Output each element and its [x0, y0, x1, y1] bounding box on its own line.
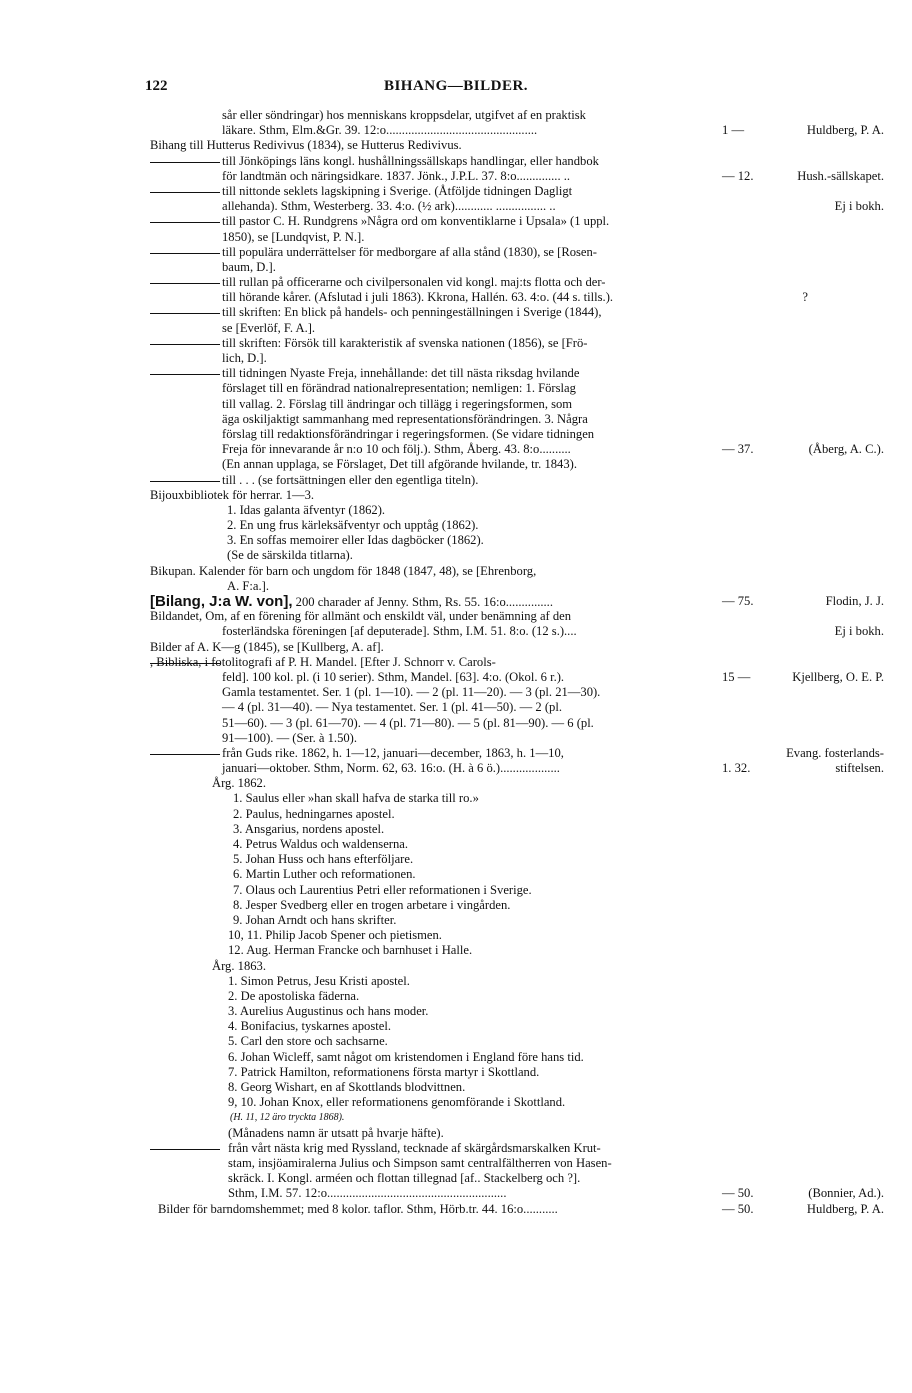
- entry-text: baum, D.].: [222, 259, 276, 274]
- entry-text: Sthm, I.M. 57. 12:o.........................................................: [228, 1186, 507, 1201]
- entry-text: se [Everlöf, F. A.].: [222, 320, 316, 335]
- entry-text: skräck. I. Kongl. arméen och flottan tillegnad [af.. Stackelberg och ?].: [228, 1171, 581, 1186]
- catalog-line: [0, 488, 912, 503]
- catalog-line: [0, 1080, 912, 1095]
- entry-text: Bihang till Hutterus Redivivus (1834), se Hutterus Redivivus.: [150, 138, 462, 153]
- entry-text: Bilder af A. K—g (1845), se [Kullberg, A. af].: [150, 639, 384, 654]
- catalog-line: [0, 974, 912, 989]
- catalog-line: [0, 457, 912, 472]
- entry-publisher: (Bonnier, Ad.).: [808, 1186, 884, 1201]
- catalog-line: [0, 321, 912, 336]
- entry-text: 5. Johan Huss och hans efterföljare.: [233, 852, 414, 867]
- catalog-line: [0, 412, 912, 427]
- catalog-line: [0, 245, 912, 260]
- entry-text: (Se de särskilda titlarna).: [227, 548, 353, 563]
- entry-text: förslag till redaktionsförändringar i regeringsformen. (Se vidare tidningen: [222, 426, 595, 441]
- catalog-line: [0, 138, 912, 153]
- catalog-line: [0, 184, 912, 199]
- catalog-line: [0, 640, 912, 655]
- entry-text: [150, 594, 553, 610]
- running-head: BIHANG—BILDER.: [383, 78, 529, 94]
- entry-text: 6. Johan Wicleff, samt något om kristendomen i England före hans tid.: [228, 1049, 584, 1064]
- catalog-line: [0, 1065, 912, 1080]
- entry-text: till . . . (se fortsättningen eller den egentliga titeln).: [222, 472, 479, 487]
- catalog-line: [0, 473, 912, 488]
- catalog-line: [0, 230, 912, 245]
- catalog-line: [0, 1126, 912, 1141]
- entry-text: förslaget till en förändrad nationalrepresentation; nemligen: 1. Förslag: [222, 381, 576, 396]
- catalog-line: [0, 108, 912, 123]
- entry-text: (Månadens namn är utsatt på hvarje häfte).: [228, 1125, 444, 1140]
- catalog-line: [0, 397, 912, 412]
- entry-publisher: Ej i bokh.: [834, 199, 884, 214]
- entry-text: Gamla testamentet. Ser. 1 (pl. 1—10). — 2 (pl. 11—20). — 3 (pl. 21—30).: [222, 685, 601, 700]
- entry-text: till skriften: En blick på handels- och penningeställningen i Sverige (1844),: [222, 305, 602, 320]
- entry-text: (H. 11, 12 äro tryckta 1868).: [230, 1112, 345, 1124]
- catalog-line: [0, 943, 912, 958]
- entry-lead: [Bilang, J:a W. von],: [150, 593, 293, 610]
- entry-text: (En annan upplaga, se Förslaget, Det till afgörande hvilande, tr. 1843).: [222, 457, 577, 472]
- catalog-line: [0, 305, 912, 320]
- catalog-line: [0, 503, 912, 518]
- catalog-line: [0, 822, 912, 837]
- entry-text: till nittonde seklets lagskipning i Sverige. (Åtföljde tidningen Dagligt: [222, 183, 573, 198]
- catalog-line: [0, 366, 912, 381]
- catalog-line: [0, 260, 912, 275]
- ditto-rule: [150, 481, 220, 482]
- entry-text: 9. Johan Arndt och hans skrifter.: [233, 912, 397, 927]
- catalog-line: [0, 989, 912, 1004]
- catalog-line: [0, 214, 912, 229]
- entry-price: — 75.: [722, 594, 754, 608]
- entry-text: sår eller söndringar) hos menniskans kroppsdelar, utgifvet af en praktisk: [222, 108, 586, 122]
- entry-text: stam, insjöamiralerna Julius och Simpson samt centralfältherren von Hasen-: [228, 1155, 612, 1170]
- catalog-line: [0, 199, 912, 214]
- entry-text: till pastor C. H. Rundgrens »Några ord om konventiklarne i Upsala» (1 uppl.: [222, 214, 610, 229]
- catalog-line: [0, 928, 912, 943]
- entry-publisher: Flodin, J. J.: [825, 594, 884, 608]
- ditto-rule: [150, 192, 220, 193]
- entry-text: 51—60). — 3 (pl. 61—70). — 4 (pl. 71—80). — 5 (pl. 81—90). — 6 (pl.: [222, 715, 594, 730]
- entry-text: 3. Aurelius Augustinus och hans moder.: [228, 1004, 429, 1019]
- entry-rest: 200 charader af Jenny. Sthm, Rs. 55. 16:o...............: [292, 595, 553, 609]
- entry-text: 9, 10. Johan Knox, eller reformationens genomförande i Skottland.: [228, 1095, 566, 1110]
- entry-publisher: Ej i bokh.: [834, 624, 884, 639]
- entry-text: till Jönköpings läns kongl. hushållningssällskaps handlingar, eller handbok: [222, 153, 599, 168]
- entry-text: , Bibliska, i fotolitografi af P. H. Mandel. [Efter J. Schnorr v. Carols-: [150, 654, 496, 669]
- entry-text: till populära underrättelser för medborgare af alla stånd (1830), se [Rosen-: [222, 244, 597, 259]
- catalog-line: [0, 852, 912, 867]
- catalog-line: [0, 655, 912, 670]
- catalog-line: [0, 336, 912, 351]
- catalog-line: [0, 791, 912, 806]
- entry-publisher: Evang. fosterlands-: [786, 745, 884, 760]
- catalog-line: [0, 594, 912, 609]
- entry-text: feld]. 100 kol. pl. (i 10 serier). Sthm, Mandel. [63]. 4:o. (Okol. 6 r.).: [222, 669, 565, 684]
- catalog-line: [0, 548, 912, 563]
- catalog-line: [0, 1171, 912, 1186]
- catalog-line: [0, 1202, 912, 1217]
- entry-text: till tidningen Nyaste Freja, innehållande: det till nästa riksdag hvilande: [222, 366, 580, 381]
- catalog-line: [0, 761, 912, 776]
- entry-text: Bilder för barndomshemmet; med 8 kolor. taflor. Sthm, Hörb.tr. 44. 16:o...........: [158, 1201, 558, 1216]
- entry-text: läkare. Sthm, Elm.&Gr. 39. 12:o................................................: [222, 123, 538, 138]
- catalog-line: [0, 776, 912, 791]
- catalog-line: [0, 1110, 912, 1125]
- catalog-line: [0, 959, 912, 974]
- entry-publisher: stiftelsen.: [835, 761, 884, 776]
- entry-text: januari—oktober. Sthm, Norm. 62, 63. 16:o. (H. à 6 ö.)...................: [222, 761, 560, 776]
- catalog-line: [0, 1095, 912, 1110]
- catalog-line: [0, 1019, 912, 1034]
- catalog-line: [0, 670, 912, 685]
- entry-text: Bijouxbibliotek för herrar. 1—3.: [150, 487, 315, 502]
- entry-price: 1 —: [722, 123, 745, 138]
- catalog-line: [0, 1156, 912, 1171]
- catalog-line: [0, 807, 912, 822]
- catalog-line: [0, 1186, 912, 1201]
- entry-text: Årg. 1862.: [212, 776, 266, 791]
- catalog-line: [0, 624, 912, 639]
- catalog-line: [0, 427, 912, 442]
- catalog-line: [0, 351, 912, 366]
- entry-text: 7. Olaus och Laurentius Petri eller reformationen i Sverige.: [233, 882, 532, 897]
- ditto-rule: [150, 374, 220, 375]
- entry-text: äga oskiljaktigt sammanhang med representationsförändringen. 3. Några: [222, 411, 588, 426]
- entry-text: 1. Idas galanta äfventyr (1862).: [227, 502, 386, 517]
- entry-price: 1. 32.: [722, 761, 751, 776]
- entry-price: — 12.: [722, 168, 754, 183]
- entry-text: 2. Paulus, hedningarnes apostel.: [233, 806, 395, 821]
- entry-text: — 4 (pl. 31—40). — Nya testamentet. Ser. 1 (pl. 41—50). — 2 (pl.: [222, 700, 562, 715]
- entry-text: 2. En ung frus kärleksäfventyr och upptåg (1862).: [227, 518, 479, 533]
- catalog-body: [0, 108, 912, 1217]
- catalog-line: [0, 913, 912, 928]
- catalog-line: [0, 169, 912, 184]
- entry-text: 2. De apostoliska fäderna.: [228, 988, 360, 1003]
- catalog-line: [0, 883, 912, 898]
- catalog-line: [0, 1141, 912, 1156]
- entry-text: Bikupan. Kalender för barn och ungdom för 1848 (1847, 48), se [Ehrenborg,: [150, 563, 537, 578]
- entry-text: 4. Bonifacius, tyskarnes apostel.: [228, 1019, 391, 1034]
- ditto-rule: [150, 253, 220, 254]
- entry-text: Bildandet, Om, af en förening för allmänt och enskildt väl, under benämning af den: [150, 609, 572, 624]
- entry-text: 12. Aug. Herman Francke och barnhuset i Halle.: [228, 943, 473, 958]
- entry-text: allehanda). Sthm, Westerberg. 33. 4:o. (½ ark)............ ................ ..: [222, 199, 556, 214]
- ditto-rule: [150, 754, 220, 755]
- catalog-line: [0, 1034, 912, 1049]
- entry-publisher: Huldberg, P. A.: [806, 1201, 884, 1216]
- entry-text: 8. Georg Wishart, en af Skottlands blodvittnen.: [228, 1080, 466, 1094]
- entry-text: 6. Martin Luther och reformationen.: [233, 867, 416, 882]
- entry-publisher: Huldberg, P. A.: [806, 123, 884, 138]
- catalog-line: [0, 154, 912, 169]
- ditto-rule: [150, 222, 220, 223]
- entry-text: från Guds rike. 1862, h. 1—12, januari—december, 1863, h. 1—10,: [222, 745, 564, 760]
- catalog-line: [0, 290, 912, 305]
- entry-price: — 50.: [722, 1186, 754, 1201]
- catalog-line: [0, 867, 912, 882]
- catalog-line: [0, 518, 912, 533]
- page-header: [0, 78, 912, 100]
- entry-text: lich, D.].: [222, 351, 267, 365]
- catalog-line: [0, 609, 912, 624]
- catalog-line: [0, 1050, 912, 1065]
- entry-text: från vårt nästa krig med Ryssland, tecknade af skärgårdsmarskalken Krut-: [228, 1140, 601, 1155]
- catalog-line: [0, 533, 912, 548]
- catalog-line: [0, 898, 912, 913]
- entry-text: 1850), se [Lundqvist, P. N.].: [222, 229, 365, 244]
- catalog-line: [0, 1004, 912, 1019]
- entry-text: 7. Patrick Hamilton, reformationens första martyr i Skottland.: [228, 1064, 540, 1079]
- entry-text: 10, 11. Philip Jacob Spener och pietismen.: [228, 928, 442, 943]
- catalog-line: [0, 579, 912, 594]
- entry-text: 1. Saulus eller »han skall hafva de starka till ro.»: [233, 791, 479, 806]
- catalog-line: [0, 123, 912, 138]
- entry-text: 8. Jesper Svedberg eller en trogen arbetare i vingården.: [233, 897, 511, 912]
- entry-publisher: ?: [802, 290, 808, 305]
- entry-text: 3. Ansgarius, nordens apostel.: [233, 821, 385, 836]
- catalog-line: [0, 731, 912, 746]
- entry-text: Freja för innevarande år n:o 10 och följ.). Sthm, Åberg. 43. 8:o..........: [222, 442, 571, 457]
- catalog-line: [0, 564, 912, 579]
- ditto-rule: [150, 313, 220, 314]
- catalog-line: [0, 746, 912, 761]
- ditto-rule: [150, 344, 220, 345]
- catalog-line: [0, 700, 912, 715]
- entry-text: fosterländska föreningen [af deputerade]. Sthm, I.M. 51. 8:o. (12 s.)....: [222, 624, 577, 639]
- entry-publisher: Hush.-sällskapet.: [797, 168, 884, 183]
- ditto-rule: [150, 1149, 220, 1150]
- entry-publisher: (Åberg, A. C.).: [808, 442, 884, 457]
- entry-text: A. F:a.].: [227, 578, 269, 593]
- entry-text: till hörande kårer. (Afslutad i juli 1863). Kkrona, Hallén. 63. 4:o. (44 s. tills.).: [222, 290, 614, 305]
- entry-text: till vallag. 2. Förslag till ändringar och tillägg i regeringsformen, som: [222, 396, 573, 411]
- catalog-line: [0, 442, 912, 457]
- catalog-line: [0, 381, 912, 396]
- entry-text: till rullan på officerarne och civilpersonalen vid kongl. maj:ts flotta och der-: [222, 275, 606, 290]
- page-number: 122: [145, 78, 168, 94]
- entry-publisher: Kjellberg, O. E. P.: [792, 669, 884, 684]
- entry-text: Årg. 1863.: [212, 958, 266, 973]
- ditto-rule: [150, 162, 220, 163]
- entry-text: 5. Carl den store och sachsarne.: [228, 1034, 388, 1049]
- catalog-line: [0, 716, 912, 731]
- entry-text: till skriften: Försök till karakteristik af svenska nationen (1856), se [Frö-: [222, 335, 588, 350]
- catalog-line: [0, 275, 912, 290]
- entry-text: 91—100). — (Ser. à 1.50).: [222, 730, 358, 745]
- catalog-line: [0, 685, 912, 700]
- entry-text: 4. Petrus Waldus och waldenserna.: [233, 837, 409, 851]
- entry-price: 15 —: [722, 669, 751, 684]
- entry-price: — 37.: [722, 442, 754, 457]
- entry-text: 1. Simon Petrus, Jesu Kristi apostel.: [228, 973, 410, 988]
- catalog-line: [0, 837, 912, 852]
- entry-text: 3. En soffas memoirer eller Idas dagböcker (1862).: [227, 533, 484, 548]
- entry-text: för landtmän och näringsidkare. 1837. Jönk., J.P.L. 37. 8:o.............. ..: [222, 168, 571, 183]
- entry-price: — 50.: [722, 1201, 754, 1216]
- ditto-rule: [150, 283, 220, 284]
